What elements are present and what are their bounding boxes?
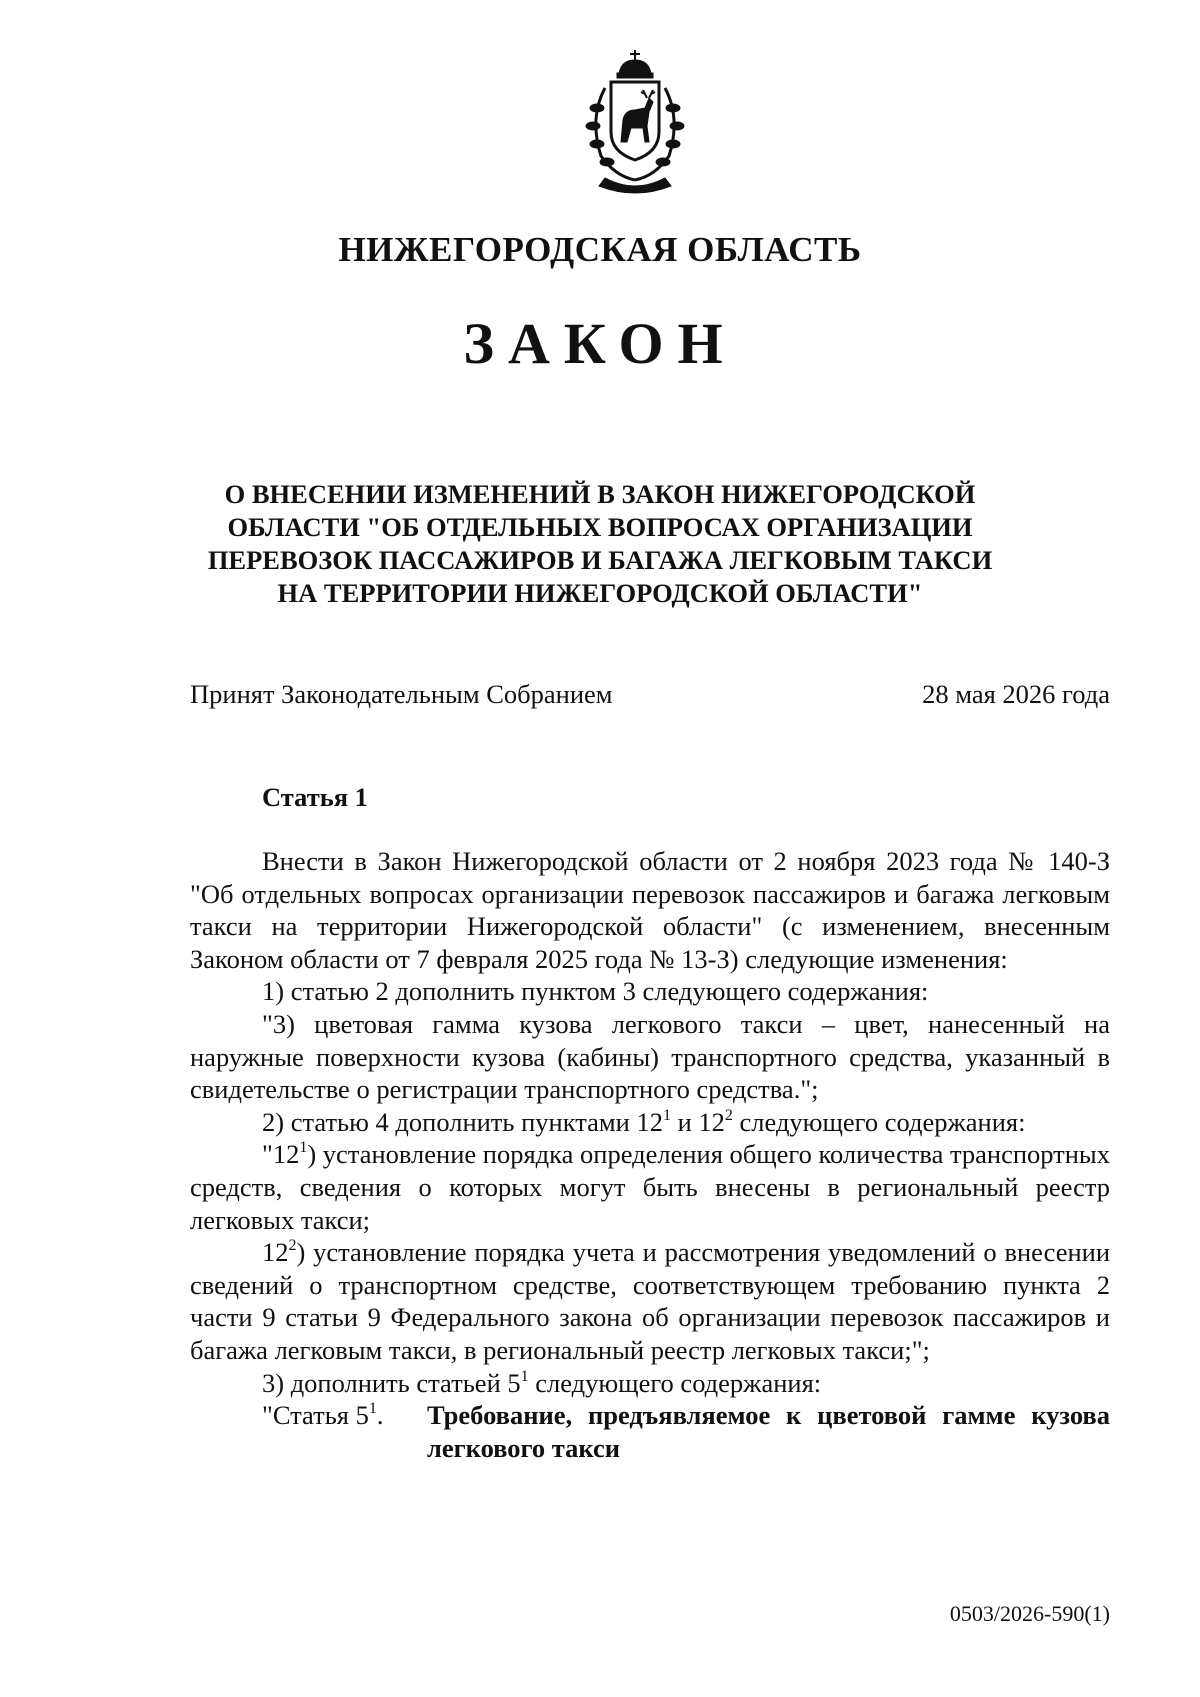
label-part: .	[376, 1400, 384, 1431]
adoption-label: Принят Законодательным Собранием	[190, 679, 613, 709]
point-number: "12	[262, 1139, 300, 1170]
superscript: 2	[288, 1237, 297, 1255]
point-text: ) установление порядка определения общего количества транспортных средств, сведения о которых могут быть внесены в региональный реестр легковых такси;	[190, 1139, 1110, 1235]
article-body	[190, 845, 1110, 1464]
point-number: 12	[262, 1237, 289, 1268]
article-5-1-label	[262, 1399, 427, 1464]
law-word: ЗАКОН	[463, 311, 737, 376]
item-1-text: "3) цветовая гамма кузова легкового такси – цвет, нанесенный на наружные поверхности кузова (кабины) транспортного средства, указанный в свидетельстве о регистрации транспортного средства.";	[190, 1008, 1110, 1105]
item-1: 1) статью 2 дополнить пунктом 3 следующего содержания:	[262, 976, 929, 1007]
point-text: ) установление порядка учета и рассмотрения уведомлений о внесении сведений о транспортном средстве, соответствующем требованию пункта 2 части 9 статьи 9 Федерального закона об организации перевозок пассажиров и багажа легковым такси, в региональный реестр легковых такси;";	[190, 1237, 1110, 1365]
item-2-part: и 12	[670, 1106, 725, 1137]
law-name	[150, 478, 1050, 610]
region-title: НИЖЕГОРОДСКАЯ ОБЛАСТЬ	[338, 230, 862, 269]
article-intro: Внести в Закон Нижегородской области от 2 ноября 2023 года № 140-З "Об отдельных вопросах организации перевозок пассажиров и багажа легковым такси на территории Нижегородской области" (с изменением, внесенным Законом области от 7 февраля 2025 года № 13-З) следующие изменения:	[190, 846, 1110, 974]
superscript: 1	[662, 1106, 671, 1124]
item-3-part: следующего содержания:	[528, 1367, 822, 1398]
article-5-1-title: Требование, предъявляемое к цветовой гамме кузова легкового такси	[427, 1400, 1110, 1463]
point-12-1	[190, 1138, 1110, 1236]
law-name-line: ПЕРЕВОЗОК ПАССАЖИРОВ И БАГАЖА ЛЕГКОВЫМ ТАКСИ	[207, 545, 993, 575]
adoption-row	[190, 679, 1110, 710]
document-number: 0503/2026-590(1)	[949, 1601, 1110, 1626]
item-2-part: 2) статью 4 дополнить пунктами 12	[262, 1106, 663, 1137]
item-2-part: следующего содержания:	[732, 1106, 1026, 1137]
article-heading: Статья 1	[262, 782, 368, 812]
item-3	[190, 1367, 1110, 1400]
superscript: 1	[368, 1400, 377, 1418]
item-3-part: 3) дополнить статьей 5	[262, 1367, 521, 1398]
adoption-date: 28 мая 2026 года	[922, 679, 1110, 709]
law-name-line: ОБЛАСТИ "ОБ ОТДЕЛЬНЫХ ВОПРОСАХ ОРГАНИЗАЦИИ	[227, 512, 973, 542]
label-part: "Статья 5	[262, 1400, 369, 1431]
item-2	[190, 1106, 1110, 1139]
coat-of-arms-emblem	[575, 48, 715, 196]
superscript: 1	[520, 1367, 529, 1385]
superscript: 1	[299, 1139, 308, 1157]
point-12-2	[190, 1236, 1110, 1366]
superscript: 2	[724, 1106, 733, 1124]
law-name-line: О ВНЕСЕНИИ ИЗМЕНЕНИЙ В ЗАКОН НИЖЕГОРОДСКОЙ	[224, 479, 976, 509]
article-5-1-heading	[262, 1399, 1110, 1464]
law-name-line: НА ТЕРРИТОРИИ НИЖЕГОРОДСКОЙ ОБЛАСТИ"	[277, 578, 923, 608]
